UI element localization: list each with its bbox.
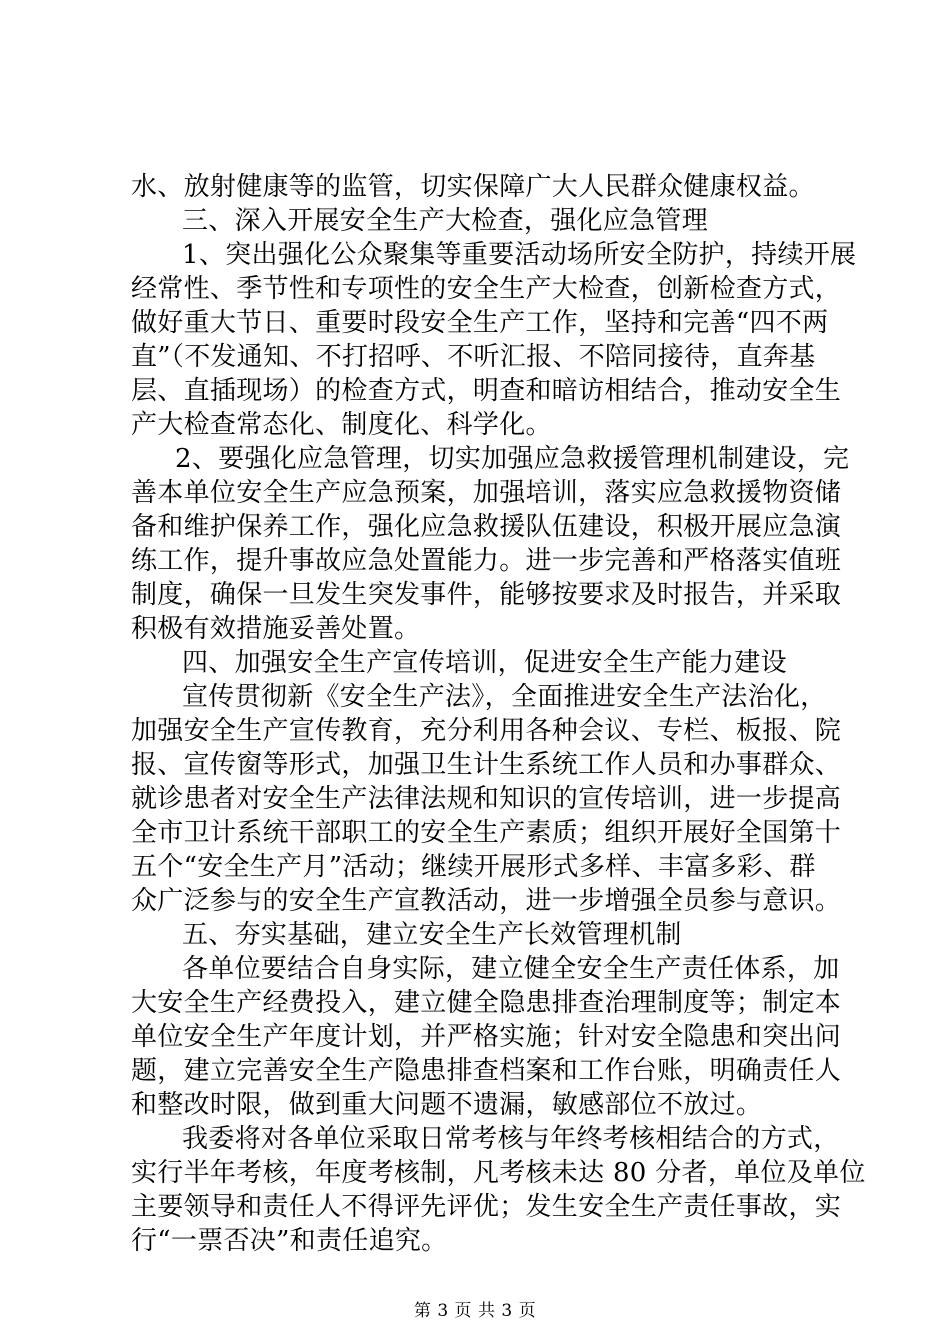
body-line: 经常性、季节性和专项性的安全生产大检查，创新检查方式，	[131, 274, 842, 304]
body-line: 各单位要结合自身实际，建立健全安全生产责任体系，加	[182, 954, 840, 984]
body-line: 题，建立完善安全生产隐患排查档案和工作台账，明确责任人	[131, 1056, 842, 1086]
body-line: 层、直插现场）的检查方式，明查和暗访相结合，推动安全生	[131, 376, 842, 406]
body-line: 行“一票否决”和责任追究。	[131, 1226, 448, 1256]
section-heading-4: 四、加强安全生产宣传培训，促进安全生产能力建设	[182, 648, 787, 678]
body-line: 主要领导和责任人不得评先评优；发生安全生产责任事故，实	[131, 1192, 842, 1222]
section-heading-5: 五、夯实基础，建立安全生产长效管理机制	[182, 920, 682, 950]
body-line: 积极有效措施妥善处置。	[131, 614, 421, 644]
body-line: 2、要强化应急管理，切实加强应急救援管理机制建设，完	[175, 444, 850, 474]
body-line: 备和维护保养工作，强化应急救援队伍建设，积极开展应急演	[131, 512, 842, 542]
body-line: 直”（不发通知、不打招呼、不听汇报、不陪同接待，直奔基	[131, 342, 816, 372]
body-line: 制度，确保一旦发生突发事件，能够按要求及时报告，并采取	[131, 580, 842, 610]
body-line: 实行半年考核，年度考核制，凡考核未达 80 分者，单位及单位	[131, 1158, 866, 1188]
body-line: 我委将对各单位采取日常考核与年终考核相结合的方式，	[182, 1124, 840, 1154]
body-line: 全市卫计系统干部职工的安全生产素质；组织开展好全国第十	[131, 818, 842, 848]
body-line: 宣传贯彻新《安全生产法》，全面推进安全生产法治化，	[182, 682, 827, 712]
body-line: 众广泛参与的安全生产宣教活动，进一步增强全员参与意识。	[131, 886, 842, 916]
body-line: 单位安全生产年度计划，并严格实施；针对安全隐患和突出问	[131, 1022, 842, 1052]
body-line: 大安全生产经费投入，建立健全隐患排查治理制度等；制定本	[131, 988, 842, 1018]
body-line: 善本单位安全生产应急预案，加强培训，落实应急救援物资储	[131, 478, 842, 508]
body-line: 和整改时限，做到重大问题不遗漏，敏感部位不放过。	[131, 1090, 763, 1120]
body-line: 报、宣传窗等形式，加强卫生计生系统工作人员和办事群众、	[131, 750, 842, 780]
body-line: 1、突出强化公众聚集等重要活动场所安全防护，持续开展	[182, 240, 857, 270]
body-line: 就诊患者对安全生产法律法规和知识的宣传培训，进一步提高	[131, 784, 842, 814]
body-line: 五个“安全生产月”活动；继续开展形式多样、丰富多彩、群	[131, 852, 816, 882]
page-number: 第 3 页 共 3 页	[413, 1301, 537, 1321]
section-heading-3: 三、深入开展安全生产大检查，强化应急管理	[182, 206, 709, 236]
body-line: 水、放射健康等的监管，切实保障广大人民群众健康权益。	[131, 172, 815, 202]
body-line: 产大检查常态化、制度化、科学化。	[131, 410, 552, 440]
body-line: 做好重大节日、重要时段安全生产工作，坚持和完善“四不两	[131, 308, 829, 338]
body-line: 加强安全生产宣传教育，充分利用各种会议、专栏、板报、院	[131, 716, 842, 746]
body-line: 练工作，提升事故应急处置能力。进一步完善和严格落实值班	[131, 546, 842, 576]
